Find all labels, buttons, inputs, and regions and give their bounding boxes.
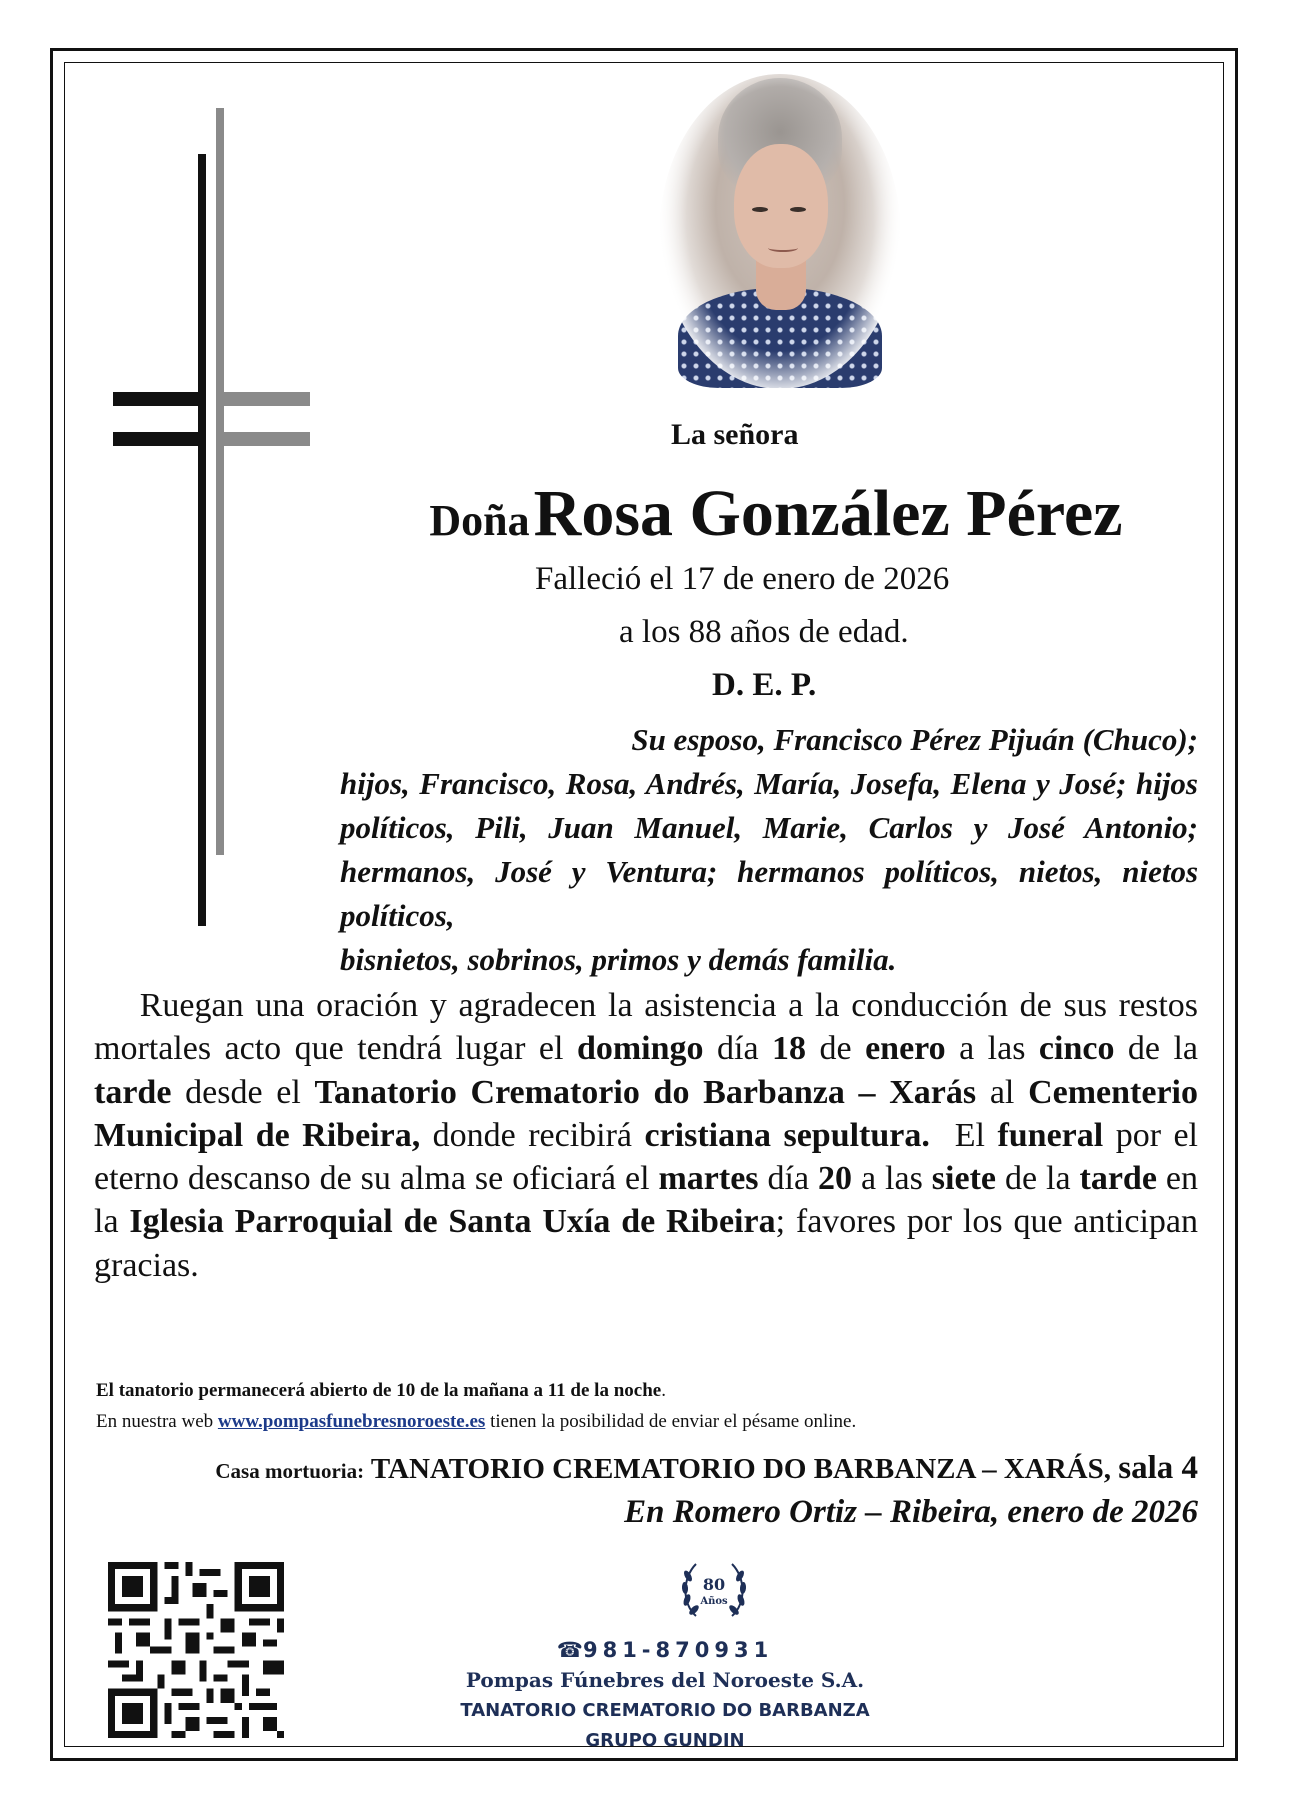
rip-initials: D. E. P. (712, 667, 817, 703)
announcement-paragraph: Ruegan una oración y agradecen la asistencia a la conducción de sus restos mortales acto que tendrá lugar el domingo día 18 de enero a las cinco de la tarde desde el Tanatorio Crematorio do Barbanza – Xarás al Cementerio Municipal de Ribeira, donde recibirá cristiana sepultura. El funeral por el eterno descanso de su alma se oficiará el martes día 20 a las siete de la tarde en la Iglesia Parroquial de Santa Uxía de Ribeira; favores por los que anticipan gracias. (94, 987, 1199, 1284)
anniversary-badge-icon (676, 1552, 752, 1628)
family-line: Carlos y José Antonio; hermanos, José y Ventura; (340, 810, 1199, 889)
intro-title: La señora (671, 418, 799, 451)
qr-code[interactable] (108, 1562, 284, 1738)
telephone-icon: ☎ (556, 1638, 583, 1662)
web-condolence-note: En nuestra web www.pompasfunebresnoroeste.es tienen la posibilidad de enviar el pésame online. (96, 1411, 857, 1432)
honorific: Doña (429, 496, 530, 545)
group-name: GRUPO GUNDIN (585, 1730, 745, 1751)
family-line: y José; hijos políticos, Pili, Juan Manuel, Marie, (340, 766, 1198, 845)
full-name: Rosa González Pérez (533, 477, 1123, 550)
age-line: a los 88 años de edad. (619, 614, 909, 650)
deceased-name (356, 476, 1196, 552)
funeral-home-place: TANATORIO CREMATORIO DO BARBANZA – XARÁS, (370, 1453, 1111, 1485)
phone-line[interactable] (400, 1638, 930, 1662)
funeral-home-label: Casa mortuoria: (215, 1459, 365, 1483)
family-line: hermanos políticos, nietos, nietos políticos, (340, 854, 1199, 933)
death-date: Falleció el 17 de enero de 2026 (535, 561, 950, 597)
svg-text:Años: Años (700, 1596, 728, 1607)
website-link[interactable]: www.pompasfunebresnoroeste.es (217, 1411, 486, 1432)
family-line: bisnietos, sobrinos, primos y demás familia. (340, 942, 897, 977)
funeral-home-line (215, 1450, 1198, 1487)
family-line: Su esposo, Francisco Pérez Pijuán (Chuco); (631, 722, 1198, 757)
opening-hours-note: El tanatorio permanecerá abierto de 10 de la mañana a 11 de la noche. (96, 1380, 666, 1401)
room-number: sala 4 (1118, 1450, 1198, 1486)
family-list (340, 718, 1198, 982)
deceased-portrait-photo (660, 74, 900, 389)
svg-text:80: 80 (702, 1575, 726, 1594)
company-name: Pompas Fúnebres del Noroeste S.A. (465, 1668, 865, 1692)
dateline: En Romero Ortiz – Ribeira, enero de 2026 (624, 1494, 1198, 1530)
family-line: hijos, Francisco, Rosa, Andrés, María, Josefa, Elena (340, 766, 1027, 801)
tanatorio-name: TANATORIO CREMATORIO DO BARBANZA (460, 1700, 870, 1721)
phone-number: 981-870931 (582, 1638, 774, 1662)
